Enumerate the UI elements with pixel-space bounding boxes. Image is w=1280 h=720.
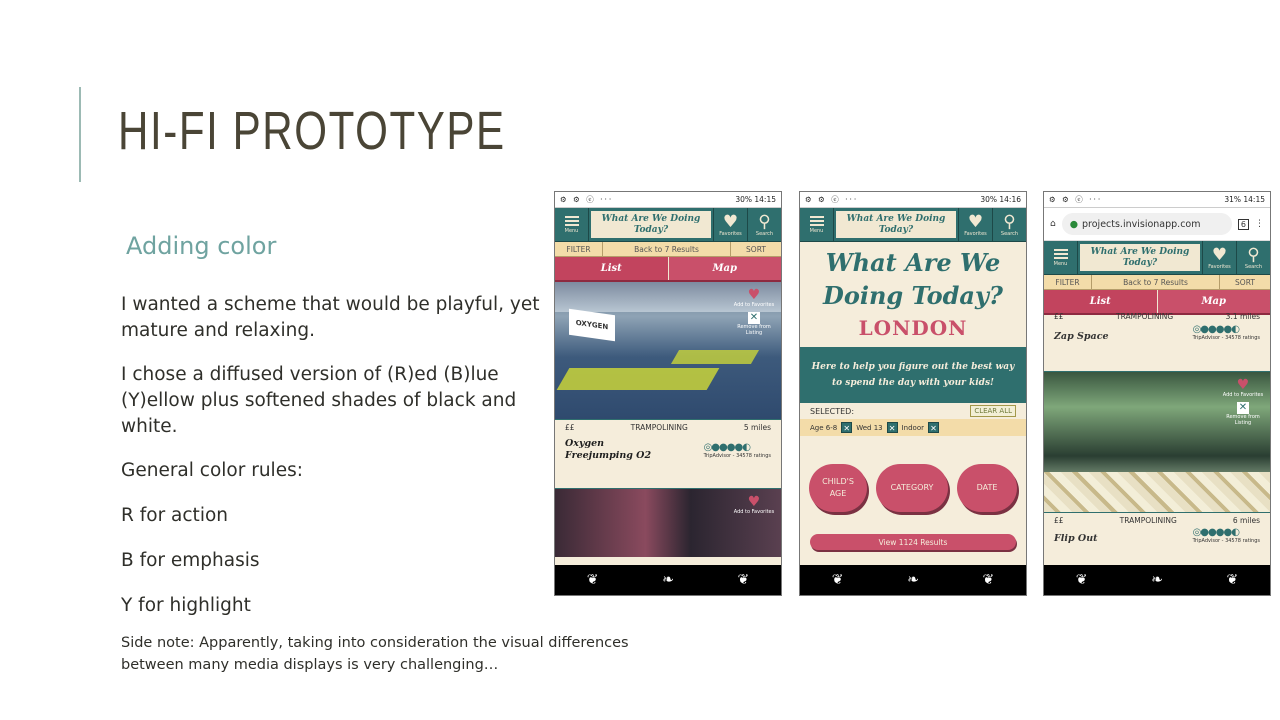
paragraph: I wanted a scheme that would be playful, yet mature and relaxing. [121, 294, 540, 341]
favorite-actions [1222, 378, 1264, 426]
paragraph: B for emphasis [121, 550, 260, 571]
leaf-nav-icon[interactable]: ❦ [982, 572, 995, 588]
leaf-nav-icon[interactable]: ❦ [831, 572, 844, 588]
heart-icon: ♥ [1211, 244, 1228, 265]
app-title: What Are We Doing Today? [836, 211, 956, 238]
leaf-nav-icon[interactable]: ❦ [586, 572, 599, 588]
filter-button[interactable]: FILTER [555, 242, 603, 256]
category-button[interactable]: CATEGORY [876, 464, 948, 512]
search-icon: ⚲ [1247, 244, 1260, 265]
phone-browser-screen [1043, 191, 1271, 596]
slide-body [121, 292, 541, 638]
listing-photo[interactable] [555, 489, 781, 557]
app-header [1044, 241, 1270, 275]
paragraph: R for action [121, 505, 228, 526]
childs-age-button[interactable]: CHILD'S AGE [809, 464, 867, 512]
browser-toolbar [1044, 208, 1270, 241]
accent-bar [79, 87, 81, 182]
price-level: ££ [1054, 516, 1064, 525]
hamburger-icon [1054, 249, 1068, 259]
leaf-nav-icon[interactable]: ❧ [662, 572, 674, 588]
filter-bar [555, 242, 781, 257]
remove-chip-icon[interactable]: ✕ [887, 422, 898, 433]
more-options-icon[interactable]: ⋮ [1255, 219, 1264, 229]
date-button[interactable]: DATE [957, 464, 1017, 512]
app-header [555, 208, 781, 242]
listing-category: TRAMPOLINING [630, 423, 688, 432]
remove-listing-icon[interactable]: ✕ [749, 312, 759, 323]
app-header [800, 208, 1026, 242]
sort-button[interactable]: SORT [1235, 277, 1255, 287]
chip-label: Indoor [901, 423, 924, 432]
paragraph: Y for highlight [121, 595, 251, 616]
notification-icons: ⚙ ⚙ ⓔ ··· [805, 195, 859, 204]
sort-button[interactable]: SORT [746, 244, 766, 254]
venue-sign: OXYGEN [569, 309, 615, 341]
remove-chip-icon[interactable]: ✕ [928, 422, 939, 433]
add-favorite-heart-icon[interactable]: ♥ [747, 287, 761, 303]
lock-icon: ● [1069, 218, 1079, 230]
listing-distance: 6 miles [1232, 516, 1260, 525]
add-favorite-label: Add to Favorites [733, 509, 775, 515]
filter-bar [1044, 275, 1270, 290]
notification-icons: ⚙ ⚙ ⓔ ··· [1049, 195, 1103, 204]
tab-list[interactable]: List [1044, 290, 1158, 313]
app-title: What Are We Doing Today? [1080, 244, 1200, 271]
leaf-nav-icon[interactable]: ❧ [1151, 572, 1163, 588]
price-level: ££ [1054, 312, 1064, 321]
favorite-actions [733, 495, 775, 515]
remove-listing-label: Remove from Listing [1226, 414, 1260, 426]
app-title: What Are We Doing Today? [591, 211, 711, 238]
favorites-button[interactable]: ♥ Favorites [1202, 241, 1236, 274]
leaf-nav-icon[interactable]: ❦ [1075, 572, 1088, 588]
listing-distance: 3.1 miles [1225, 312, 1260, 321]
rating-dots-icon: ◎●●●●◐ [1192, 324, 1239, 335]
paragraph: General color rules: [121, 460, 303, 481]
search-icon: ⚲ [1003, 211, 1016, 232]
remove-chip-icon[interactable]: ✕ [841, 422, 852, 433]
tab-count[interactable]: 6 [1238, 219, 1249, 230]
listing-category: TRAMPOLINING [1119, 516, 1177, 525]
favorites-button[interactable]: ♥ Favorites [958, 208, 992, 241]
tripadvisor-rating: ◎●●●●◐ TripAdvisor - 34578 ratings [1192, 324, 1260, 341]
city-logo: LONDON [858, 316, 968, 340]
leaf-nav-icon[interactable]: ❦ [737, 572, 750, 588]
filter-button[interactable]: FILTER [1044, 275, 1092, 289]
bottom-nav [800, 565, 1026, 595]
search-button[interactable]: ⚲ Search [992, 208, 1026, 241]
back-to-results-link[interactable]: Back to 7 Results [1092, 275, 1220, 289]
search-icon: ⚲ [758, 211, 771, 232]
listing-name: Flip Out [1054, 533, 1098, 544]
chip-label: Age 6-8 [810, 423, 838, 432]
search-button[interactable]: ⚲ Search [747, 208, 781, 241]
leaf-nav-icon[interactable]: ❧ [907, 572, 919, 588]
slide-subtitle: Adding color [126, 232, 277, 260]
home-headline: What Are We Doing Today? [823, 248, 1003, 310]
listing-card[interactable] [555, 419, 781, 489]
add-favorite-heart-icon[interactable]: ♥ [747, 494, 761, 510]
phone-home-screen [799, 191, 1027, 596]
selected-row [800, 403, 1026, 419]
back-to-results-link[interactable]: Back to 7 Results [603, 242, 731, 256]
tagline-banner: Here to help you figure out the best way to spend the day with your kids! [800, 347, 1026, 403]
slide-title: HI-FI PROTOTYPE [118, 101, 506, 161]
remove-listing-label: Remove from Listing [737, 324, 771, 336]
url-bar[interactable]: ● projects.invisionapp.com [1062, 213, 1232, 235]
notification-icons: ⚙ ⚙ ⓔ ··· [560, 195, 614, 204]
clock: 14:15 [754, 195, 776, 204]
phone-list-screen [554, 191, 782, 596]
status-bar [1044, 192, 1270, 208]
selected-label: SELECTED: [810, 406, 855, 416]
view-tabs [555, 257, 781, 282]
hamburger-icon [565, 216, 579, 226]
paragraph: I chose a diffused version of (R)ed (B)lue (Y)ellow plus softened shades of black and white. [121, 364, 517, 437]
menu-button[interactable]: Menu [800, 208, 834, 241]
hamburger-icon [810, 216, 824, 226]
rating-dots-icon: ◎●●●●◐ [703, 442, 750, 453]
battery-level: 30% [735, 195, 752, 204]
listing-photo[interactable] [555, 282, 781, 419]
menu-button[interactable]: Menu [1044, 241, 1078, 274]
remove-listing-icon[interactable]: ✕ [1238, 402, 1248, 413]
listing-card[interactable] [1044, 312, 1270, 372]
listing-photo[interactable] [1044, 372, 1270, 512]
clear-all-button[interactable]: CLEAR ALL [970, 405, 1016, 417]
bottom-nav [555, 565, 781, 595]
listing-name: Zap Space [1054, 331, 1109, 342]
listing-distance: 5 miles [743, 423, 771, 432]
tab-list[interactable]: List [555, 257, 669, 280]
favorites-button[interactable]: ♥ Favorites [713, 208, 747, 241]
status-bar [800, 192, 1026, 208]
listing-name: Oxygen Freejumping O2 [565, 438, 652, 461]
search-button[interactable]: ⚲ Search [1236, 241, 1270, 274]
chip-label: Wed 13 [856, 423, 883, 432]
battery-level: 31% [1224, 195, 1241, 204]
favorite-actions [733, 288, 775, 336]
clock: 14:15 [1243, 195, 1265, 204]
price-level: ££ [565, 423, 575, 432]
clock: 14:16 [999, 195, 1021, 204]
selected-chips [800, 419, 1026, 436]
add-favorite-label: Add to Favorites [1222, 392, 1264, 398]
tripadvisor-rating: ◎●●●●◐ TripAdvisor - 34578 ratings [1192, 527, 1260, 544]
battery-level: 30% [980, 195, 997, 204]
view-results-button[interactable]: View 1124 Results [810, 534, 1016, 550]
rating-dots-icon: ◎●●●●◐ [1192, 527, 1239, 538]
side-note: Side note: Apparently, taking into consideration the visual differences between many media displays is very challenging… [121, 635, 629, 673]
listing-category: TRAMPOLINING [1116, 312, 1174, 321]
menu-button[interactable]: Menu [555, 208, 589, 241]
tripadvisor-rating: ◎●●●●◐ TripAdvisor - 34578 ratings [703, 442, 771, 459]
listing-card[interactable] [1044, 512, 1270, 557]
tab-map[interactable]: Map [712, 263, 738, 274]
add-favorite-label: Add to Favorites [733, 302, 775, 308]
home-icon[interactable]: ⌂ [1050, 219, 1056, 229]
filter-buttons [800, 464, 1026, 512]
add-favorite-heart-icon[interactable]: ♥ [1236, 377, 1250, 393]
tab-map[interactable]: Map [1201, 296, 1227, 307]
leaf-nav-icon[interactable]: ❦ [1226, 572, 1239, 588]
status-bar [555, 192, 781, 208]
heart-icon: ♥ [722, 211, 739, 232]
heart-icon: ♥ [967, 211, 984, 232]
bottom-nav [1044, 565, 1270, 595]
